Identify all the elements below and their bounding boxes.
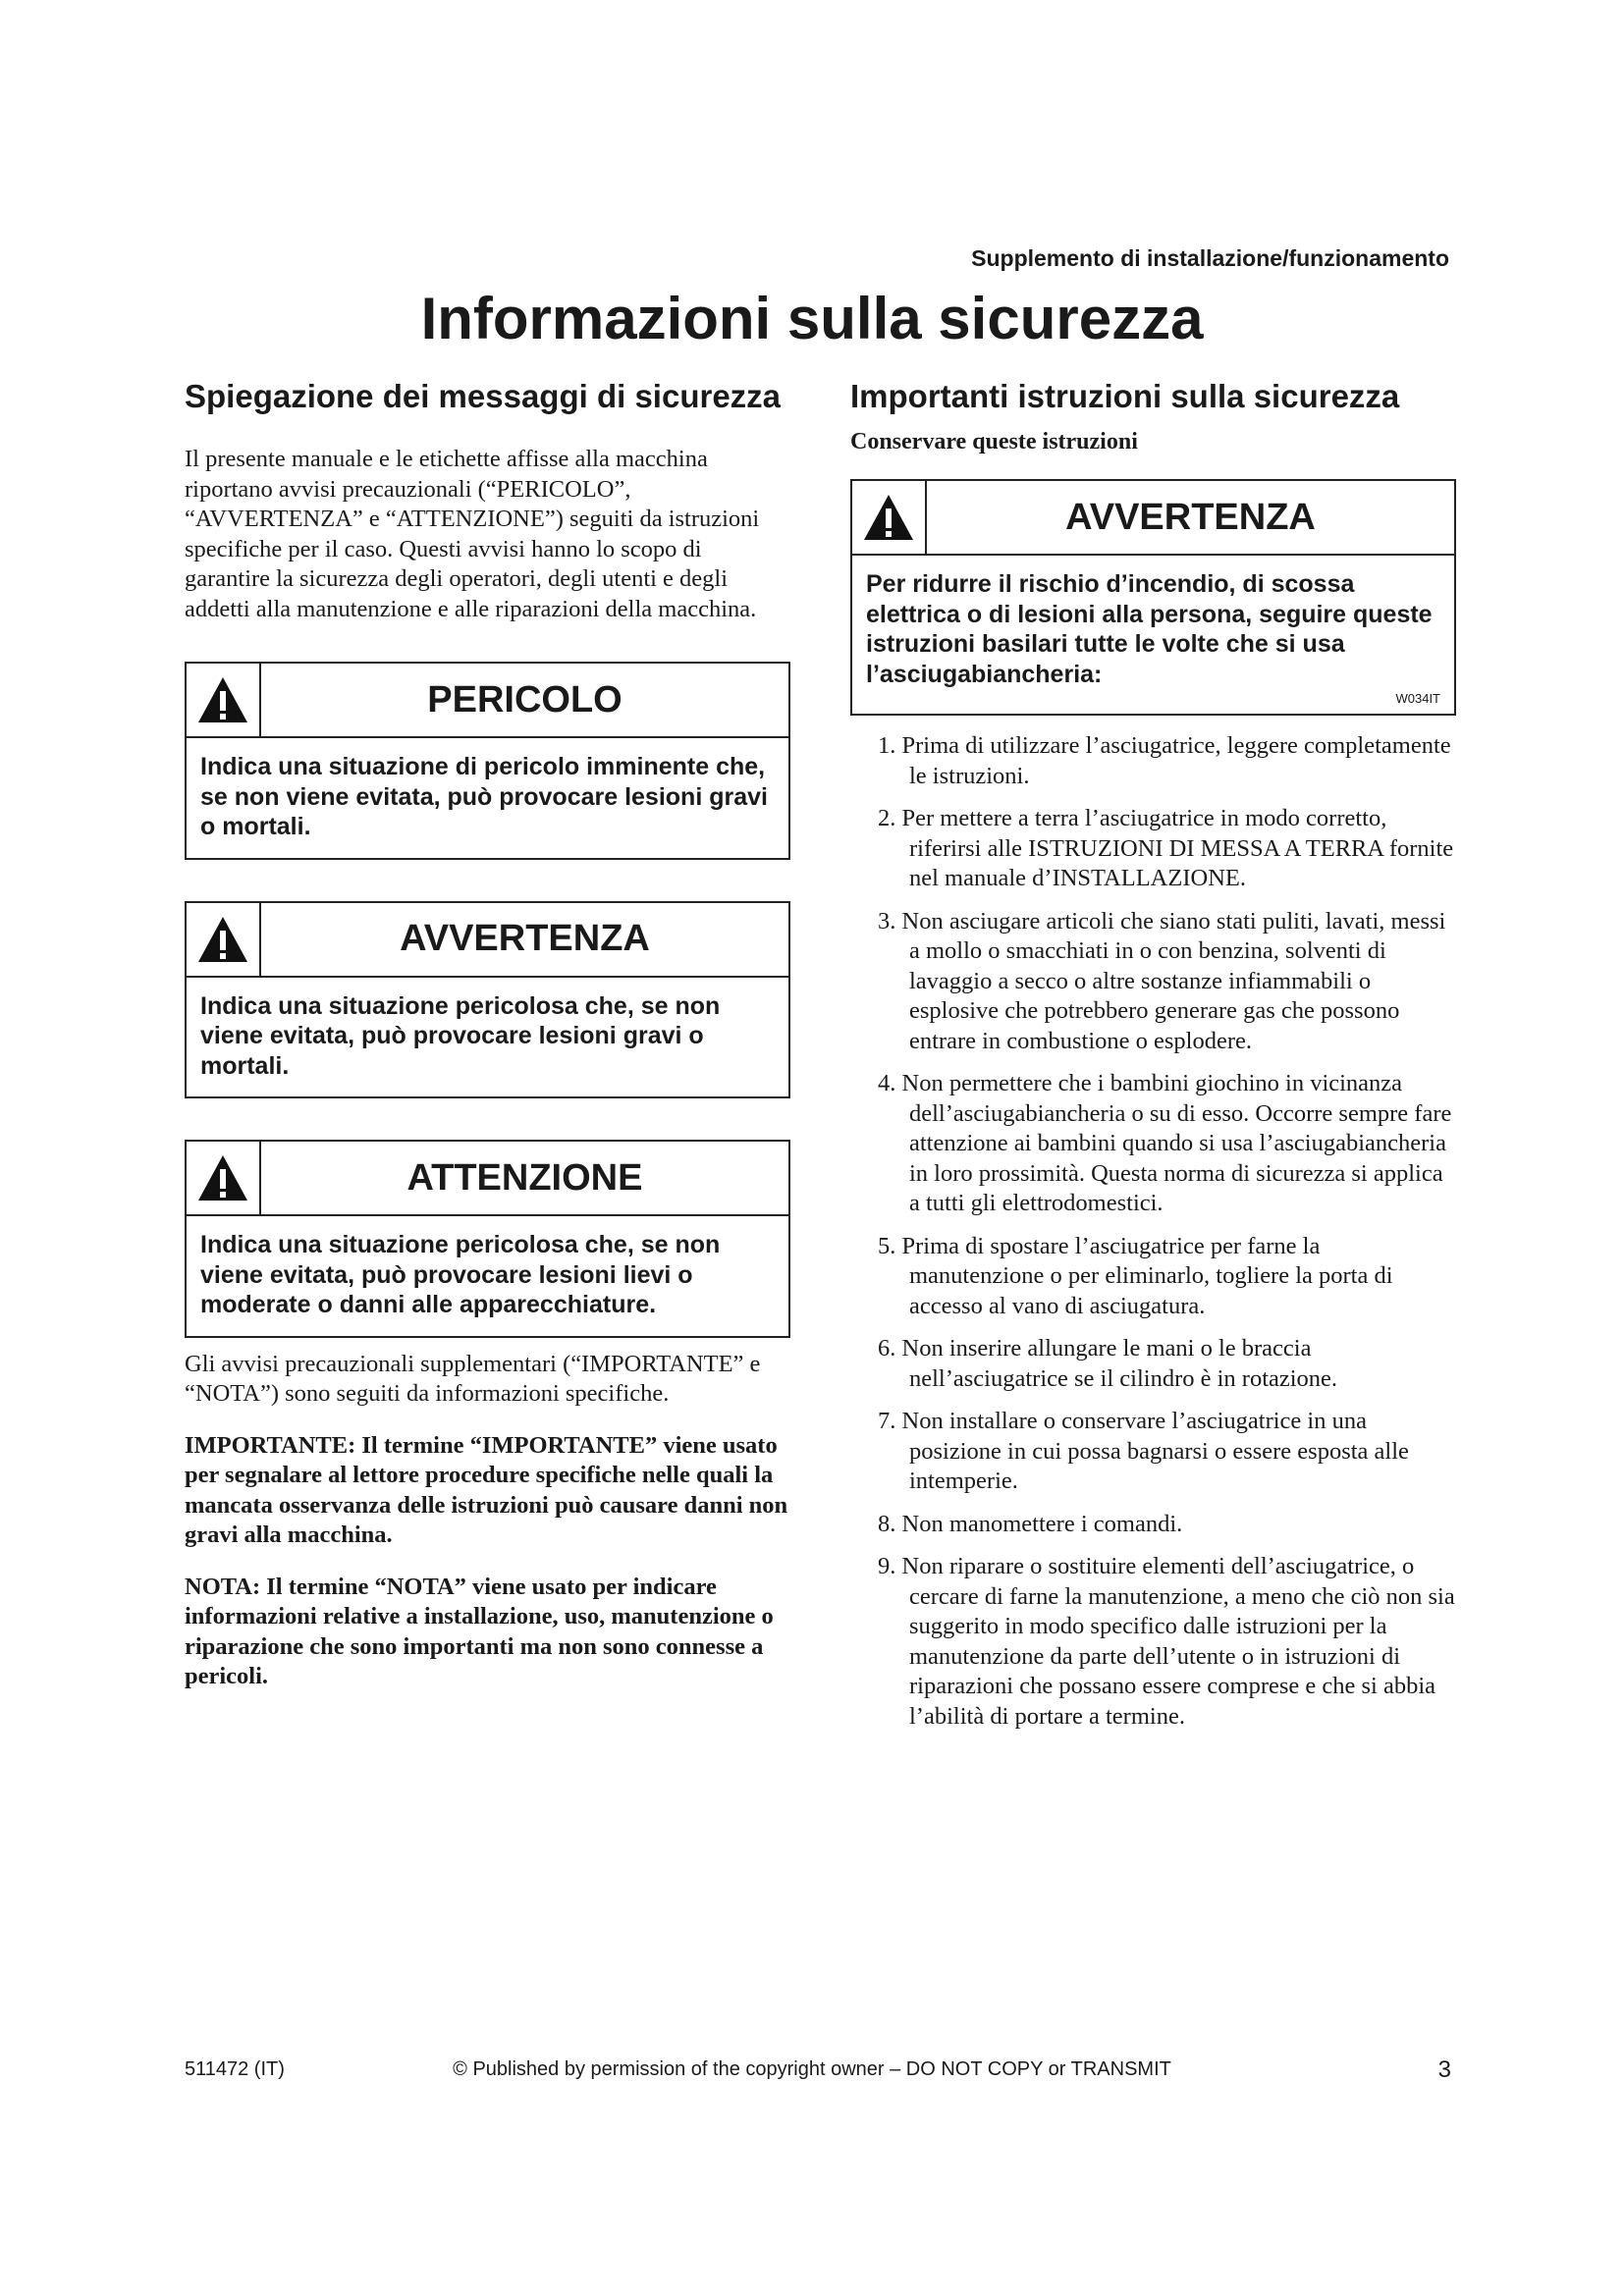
page-title: Informazioni sulla sicurezza [420, 286, 1204, 351]
warning-code: W034IT [1395, 691, 1440, 706]
danger-box [185, 662, 790, 860]
list-item: 5. Prima di spostare l’asciugatrice per farne la manutenzione o per eliminarlo, togliere la porta di accesso al vano di asciugatura. [878, 1232, 1393, 1319]
list-item: 3. Non asciugare articoli che siano stati puliti, lavati, messi a mollo o smacchiati in o con benzina, solventi di lavaggio a secco o altre sostanze infiammabili o esplosive che potrebbero generare gas che possono entrare in combustione o esplodere. [878, 907, 1446, 1054]
important-paragraph: IMPORTANTE: Il termine “IMPORTANTE” viene usato per segnalare al lettore procedure specifiche nelle quali la mancata osservanza delle istruzioni può causare danni non gravi alla macchina. [185, 1431, 788, 1548]
warning-triangle-icon [196, 1153, 249, 1202]
instructions-warning-box [850, 479, 1456, 716]
warning-signal-word: AVVERTENZA [400, 918, 650, 959]
warning-triangle-icon [196, 675, 249, 724]
left-heading: Spiegazione dei messaggi di sicurezza [185, 378, 782, 414]
copyright-notice: © Published by permission of the copyright owner – DO NOT COPY or TRANSMIT [453, 2058, 1171, 2080]
warning-text: Indica una situazione pericolosa che, se non viene evitata, può provocare lesioni gravi o mortali. [200, 991, 721, 1080]
list-item: 8. Non manomettere i comandi. [878, 1510, 1183, 1537]
instructions-warning-text: Per ridurre il rischio d’incendio, di scossa elettrica o di lesioni alla persona, seguire queste istruzioni basilari tutte le volte che si usa l’asciugabiancheria: [866, 570, 1433, 688]
instructions-signal-word: AVVERTENZA [1065, 496, 1316, 538]
caution-text: Indica una situazione pericolosa che, se non viene evitata, può provocare lesioni lievi o moderate o danni alle apparecchiature. [200, 1231, 721, 1318]
supplementary-paragraph: Gli avvisi precauzionali supplementari (“IMPORTANTE” e “NOTA”) sono seguiti da informazioni specifiche. [185, 1350, 761, 1407]
list-item: 7. Non installare o conservare l’asciugatrice in una posizione in cui possa bagnarsi o essere esposta alle intemperie. [878, 1408, 1409, 1494]
list-item: 9. Non riparare o sostituire elementi dell’asciugatrice, o cercare di farne la manutenzione, a meno che ciò non sia suggerito in modo specifico dalle istruzioni per la manutenzione da parte dell’utente o in istruzioni di riparazioni che possano essere comprese e che si abbia l’abilità di portare a termine. [878, 1553, 1455, 1730]
danger-text: Indica una situazione di pericolo imminente che, se non viene evitata, può provocare lesioni gravi o mortali. [200, 753, 768, 840]
note-paragraph: NOTA: Il termine “NOTA” viene usato per indicare informazioni relative a installazione, uso, manutenzione o riparazione che sono importanti ma non sono connesse a pericoli. [185, 1573, 774, 1689]
caution-signal-word: ATTENZIONE [406, 1156, 643, 1199]
list-item: 2. Per mettere a terra l’asciugatrice in modo corretto, riferirsi alle ISTRUZIONI DI MESSA A TERRA fornite nel manuale d’INSTALLAZIONE. [878, 805, 1454, 891]
warning-triangle-icon [196, 915, 249, 964]
right-subheading: Conservare queste istruzioni [850, 429, 1138, 454]
supplement-label: Supplemento di installazione/funzionamento [971, 245, 1449, 271]
intro-paragraph: Il presente manuale e le etichette affisse alla macchina riportano avvisi precauzionali (“PERICOLO”, “AVVERTENZA” e “ATTENZIONE”) seguiti da istruzioni specifiche per il caso. Questi avvisi hanno lo scopo di garantire la sicurezza degli operatori, degli utenti e degli addetti alla manutenzione e alle riparazioni della macchina. [185, 446, 760, 622]
right-column [850, 378, 1457, 1744]
right-heading: Importanti istruzioni sulla sicurezza [850, 378, 1400, 414]
danger-signal-word: PERICOLO [427, 678, 623, 721]
document-code: 511472 (IT) [185, 2058, 285, 2080]
list-item: 1. Prima di utilizzare l’asciugatrice, leggere completamente le istruzioni. [878, 732, 1451, 789]
caution-box [185, 1140, 790, 1338]
left-column [185, 378, 791, 1692]
list-item: 4. Non permettere che i bambini giochino in vicinanza dell’asciugabiancheria o su di esso. Occorre sempre fare attenzione ai bambini quando si usa l’asciugabiancheria in loro prossimità. Questa norma di sicurezza si applica a tutti gli elettrodomestici. [878, 1070, 1452, 1216]
warning-box [185, 901, 790, 1099]
page-number: 3 [1437, 2056, 1451, 2083]
safety-rules-list [850, 731, 1457, 1732]
warning-triangle-icon [862, 493, 915, 542]
list-item: 6. Non inserire allungare le mani o le braccia nell’asciugatrice se il cilindro è in rotazione. [878, 1335, 1338, 1392]
